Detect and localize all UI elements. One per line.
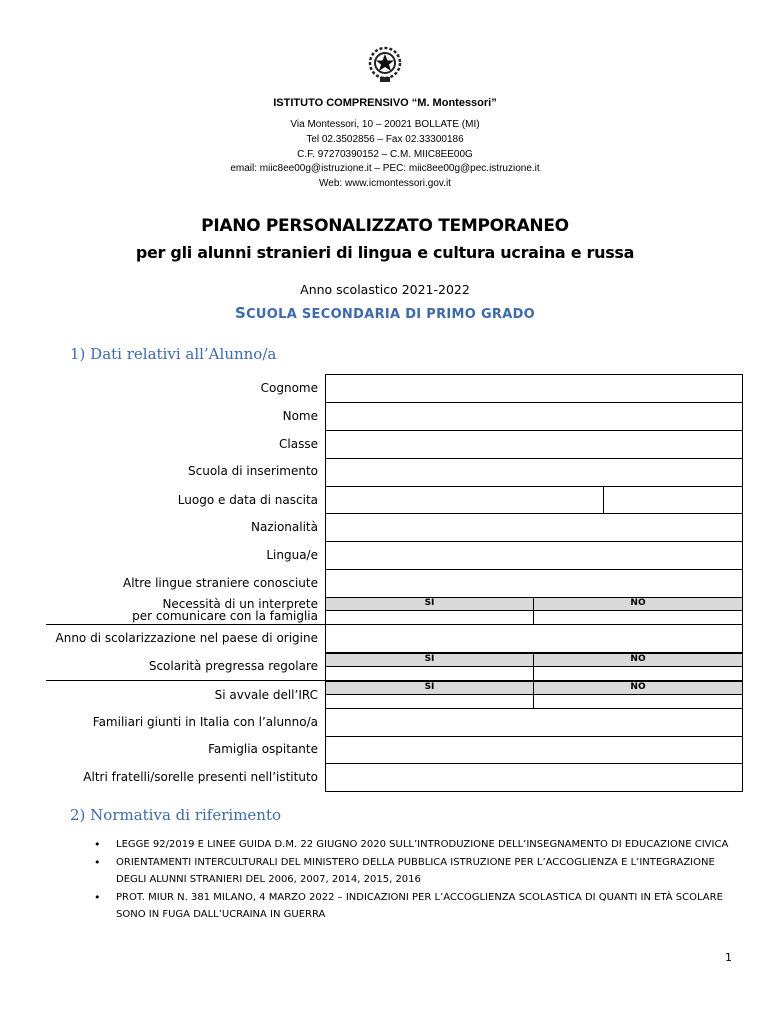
label-anno-scolarizzazione: Anno di scolarizzazione nel paese di origine	[55, 631, 318, 645]
irc-no-header: NO	[533, 681, 743, 695]
tax-code-line: C.F. 97270390152 – C.M. MIIC8EE00G	[297, 149, 473, 160]
list-item: • PROT. MIUR N. 381 MILANO, 4 MARZO 2022 – INDICAZIONI PER L’ACCOGLIENZA SCOLASTICA DI QUANTI IN ETÀ SCOLARE SONO IN FUGA DALL’UCRAINA IN GUERRA	[94, 889, 734, 924]
label-lingue: Lingua/e	[266, 548, 318, 562]
school-year: Anno scolastico 2021-2022	[300, 282, 470, 297]
normative-list	[94, 836, 734, 924]
web-line: Web: www.icmontessori.gov.it	[319, 178, 451, 189]
label-interprete-1: Necessità di un interprete	[162, 597, 318, 611]
altre-lingue-input[interactable]	[325, 569, 743, 598]
interprete-no-checkbox[interactable]	[533, 610, 743, 625]
scolarita-no-checkbox[interactable]	[533, 666, 743, 681]
label-familiari: Familiari giunti in Italia con l’alunno/a	[92, 715, 318, 729]
divider	[46, 624, 326, 625]
label-altre-lingue: Altre lingue straniere conosciute	[122, 576, 318, 590]
label-famiglia-ospitante: Famiglia ospitante	[208, 742, 318, 756]
section-1-heading: 1) Dati relativi all’Alunno/a	[70, 345, 277, 363]
school-grade-initial: S	[234, 304, 247, 322]
label-luogo-data: Luogo e data di nascita	[177, 493, 318, 507]
luogo-nascita-input[interactable]	[325, 486, 604, 514]
label-cognome: Cognome	[260, 381, 318, 395]
nazionalita-input[interactable]	[325, 513, 743, 542]
irc-no-checkbox[interactable]	[533, 694, 743, 709]
italian-republic-emblem-icon	[366, 44, 404, 84]
interprete-si-checkbox[interactable]	[325, 610, 534, 625]
nome-input[interactable]	[325, 402, 743, 431]
label-scuola: Scuola di inserimento	[188, 464, 318, 478]
scolarita-no-header: NO	[533, 653, 743, 667]
famiglia-ospitante-input[interactable]	[325, 736, 743, 764]
data-nascita-input[interactable]	[603, 486, 743, 514]
interprete-si-header: SI	[325, 597, 534, 611]
school-grade	[0, 304, 770, 322]
list-item: • ORIENTAMENTI INTERCULTURALI DEL MINISTERO DELLA PUBBLICA ISTRUZIONE PER L’ACCOGLIENZA E L’INTEGRAZIONE DEGLI ALUNNI STRANIERI DEL 2006, 2007, 2014, 2015, 2016	[94, 854, 734, 889]
scolarita-si-header: SI	[325, 653, 534, 667]
fratelli-input[interactable]	[325, 763, 743, 792]
label-irc: Si avvale dell’IRC	[214, 688, 318, 702]
label-classe: Classe	[279, 437, 318, 451]
label-interprete-2: per comunicare con la famiglia	[132, 609, 318, 623]
irc-si-checkbox[interactable]	[325, 694, 534, 709]
address-line: Via Montessori, 10 – 20021 BOLLATE (MI)	[290, 119, 480, 130]
interprete-no-header: NO	[533, 597, 743, 611]
label-nazionalita: Nazionalità	[251, 520, 318, 534]
list-item: • LEGGE 92/2019 E LINEE GUIDA D.M. 22 GIUGNO 2020 SULL’INTRODUZIONE DELL’INSEGNAMENTO DI EDUCAZIONE CIVICA	[94, 836, 734, 854]
classe-input[interactable]	[325, 430, 743, 459]
label-fratelli: Altri fratelli/sorelle presenti nell’istituto	[83, 770, 318, 784]
section-2-heading: 2) Normativa di riferimento	[70, 806, 282, 824]
phone-line: Tel 02.3502856 – Fax 02.33300186	[306, 134, 464, 145]
scolarita-si-checkbox[interactable]	[325, 666, 534, 681]
school-name: ISTITUTO COMPRENSIVO “M. Montessori”	[273, 97, 497, 109]
anno-scolarizzazione-input[interactable]	[325, 624, 743, 653]
divider	[46, 680, 326, 681]
irc-si-header: SI	[325, 681, 534, 695]
school-grade-rest: CUOLA SECONDARIA DI PRIMO GRADO	[246, 307, 536, 322]
lingue-input[interactable]	[325, 541, 743, 570]
label-scolarita-regolare: Scolarità pregressa regolare	[148, 659, 318, 673]
page-number: 1	[725, 951, 732, 964]
cognome-input[interactable]	[325, 374, 743, 403]
label-nome: Nome	[282, 409, 318, 423]
document-title: PIANO PERSONALIZZATO TEMPORANEO	[201, 216, 569, 236]
familiari-input[interactable]	[325, 708, 743, 737]
scuola-input[interactable]	[325, 458, 743, 487]
document-subtitle: per gli alunni stranieri di lingua e cultura ucraina e russa	[135, 243, 635, 262]
email-line: email: miic8ee00g@istruzione.it – PEC: miic8ee00g@pec.istruzione.it	[230, 163, 540, 174]
